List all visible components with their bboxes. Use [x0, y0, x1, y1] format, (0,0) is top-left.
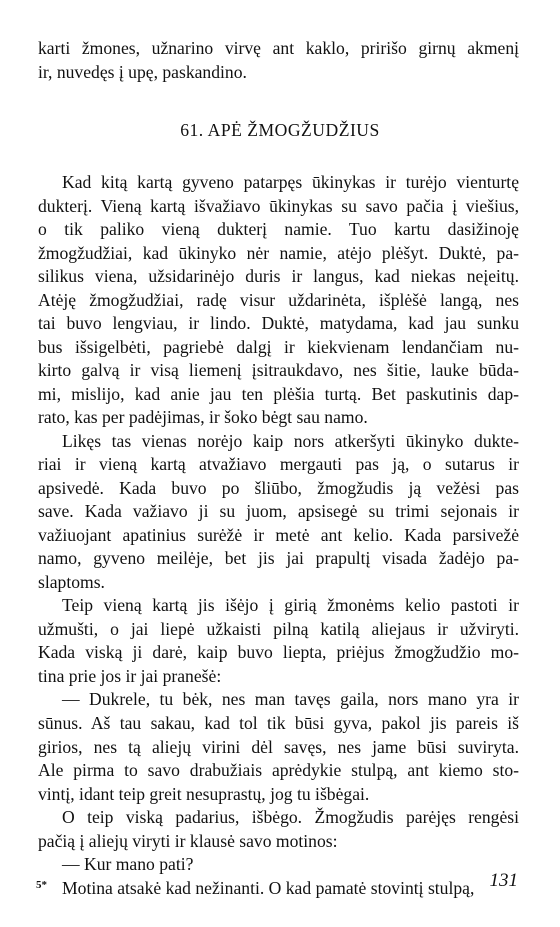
- text-line: — Dukrele, tu bėk, nes man tavęs gaila, nors mano yra ir: [62, 689, 519, 710]
- text-line: o tik paliko vieną dukterį namie. Tuo kartu dasižinoję: [38, 219, 519, 239]
- text-line: Kada viską ji darė, kaip buvo liepta, priėjus žmogžudžio mo-: [38, 642, 519, 663]
- text-line: Likęs tas vienas norėjo kaip nors atkeršyti ūkinyko dukte-: [62, 430, 519, 451]
- text-line: karti žmones, užnarino virvę ant kaklo, pririšo girnų akmenį: [38, 38, 519, 58]
- text-line: silikus viena, užsidarinėjo duris ir langus, kad niekas neįeitų.: [38, 266, 519, 287]
- text-line: slaptoms.: [38, 571, 105, 592]
- text-line: apsivedė. Kada buvo po šliūbo, žmogžudis ją vežėsi pas: [38, 477, 519, 498]
- text-line: bus išsigelbėti, pagriebė dalgį ir kiekvienam lendančiam nu-: [38, 336, 519, 357]
- text-line: girios, nes tą aliejų virini dėl savęs, nes jame būsi suviryta.: [38, 736, 519, 757]
- text-line: Ale pirma to savo drabužiais aprėdykie stulpą, ant kiemo sto-: [38, 760, 519, 780]
- text-line: rato, kas per padėjimas, ir šoko bėgt sau namo.: [38, 407, 368, 428]
- text-line: Kad kitą kartą gyveno patarpęs ūkinykas ir turėjo vienturtę: [62, 172, 519, 192]
- text-line: užmušti, o jai liepė užkaisti pilną katilą aliejaus ir užviryti.: [38, 618, 519, 639]
- text-line: važiuojant apatinius surėžė ir metė ant kelio. Kada parsivežė: [38, 524, 519, 545]
- text-line: dukterį. Vieną kartą išvažiavo ūkinykas su savo pačia į viešius,: [38, 195, 519, 216]
- text-line: O teip viską padarius, išbėgo. Žmogžudis parėjęs rengėsi: [62, 807, 519, 827]
- text-line: kirto galvą ir visą liemenį įsitraukdavo, nes šitie, lauke būda-: [38, 360, 519, 381]
- text-line: Motina atsakė kad nežinanti. O kad pamatė stovintį stulpą,: [62, 877, 475, 898]
- text-line: namo, gyveno meilėje, bet jis jai prapultį visada žadėjo pa-: [38, 548, 519, 569]
- text-line: — Kur mano pati?: [62, 854, 194, 875]
- chapter-heading: 61. APĖ ŽMOGŽUDŽIUS: [180, 120, 380, 140]
- text-line: ir, nuvedęs į upę, paskandino.: [38, 62, 247, 82]
- page-number: 131: [489, 870, 518, 891]
- text-line: riai ir vieną kartą atvažiavo mergauti pas ją, o sutarus ir: [38, 454, 519, 475]
- text-line: žmogžudžiai, kad ūkinyko nėr namie, atėjo plėšyt. Duktė, pa-: [38, 242, 519, 263]
- text-line: Teip vieną kartą jis išėjo į girią žmonėms kelio pastoti ir: [62, 595, 519, 616]
- text-line: vintį, idant teip greit nesuprastų, jog tu išbėgai.: [38, 783, 370, 804]
- printer-signature-mark: 5*: [36, 879, 47, 891]
- text-line: sūnus. Aš tau sakau, kad tol tik būsi gyva, pakol jis pareis iš: [38, 713, 519, 733]
- text-line: save. Kada važiavo ji su juom, apsisegė su trimi sejonais ir: [38, 501, 519, 522]
- text-line: mi, mislijo, kad anie jau ten plėšia turtą. Bet paskutinis dap-: [38, 383, 519, 404]
- text-line: pačią į aliejų viryti ir klausė savo motinos:: [38, 830, 338, 851]
- text-line: tina prie jos ir jai pranešė:: [38, 665, 222, 686]
- text-line: tai buvo lengviau, ir lindo. Duktė, matydama, kad jau sunku: [38, 313, 519, 334]
- text-line: Atėję žmogžudžiai, radę visur uždarinėta, išplėšė langą, nes: [38, 289, 519, 310]
